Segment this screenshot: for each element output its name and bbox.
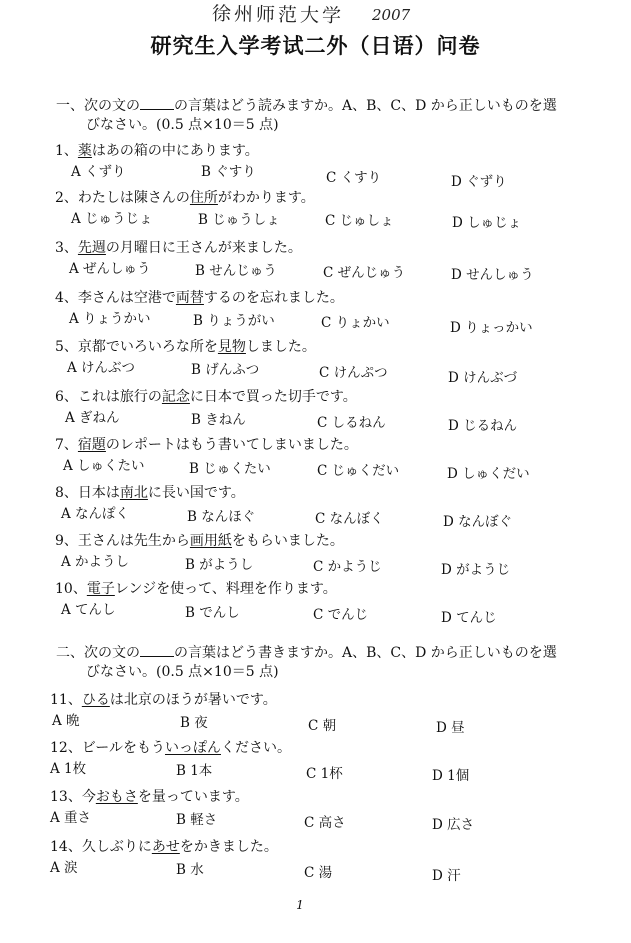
options	[50, 806, 590, 833]
options	[55, 307, 595, 336]
question-2	[55, 187, 595, 231]
options	[55, 356, 595, 386]
stem-underlined: 先週	[77, 240, 106, 256]
option-a: A 重さ	[50, 810, 92, 826]
options	[55, 502, 595, 530]
question-12	[50, 737, 590, 784]
options	[55, 598, 595, 626]
option-b: B なんほぐ	[187, 509, 256, 525]
stem-post: に日本で買った切手です。	[189, 389, 357, 405]
stem-pre: 3、	[55, 240, 78, 256]
option-d: D しゅくだい	[447, 466, 530, 482]
question-stem	[50, 786, 590, 806]
option-d: D じるねん	[448, 418, 518, 434]
stem-underlined: あせ	[151, 839, 180, 855]
question-3	[55, 237, 595, 283]
stem-pre: 5、京都でいろいろな所を	[55, 339, 218, 355]
question-9	[55, 530, 595, 578]
option-c: C なんぼく	[315, 511, 384, 527]
question-stem	[50, 836, 590, 856]
options	[50, 709, 590, 736]
option-a: A てんし	[61, 602, 116, 618]
question-stem	[55, 482, 595, 502]
question-stem	[50, 689, 590, 709]
stem-post: の月曜日に王さんが来ました。	[105, 240, 302, 256]
stem-underlined: 電子	[86, 581, 115, 597]
question-7	[55, 434, 595, 482]
question-stem	[55, 578, 595, 598]
stem-post: のレポートはもう書いてしまいました。	[105, 437, 358, 453]
stem-pre: 6、これは旅行の	[55, 389, 162, 405]
option-a: A くずり	[71, 164, 126, 180]
option-a: A 1枚	[50, 761, 87, 777]
option-d: D がようじ	[441, 562, 511, 578]
option-b: B げんふつ	[191, 362, 260, 378]
stem-underlined: ひる	[81, 692, 110, 708]
options	[55, 406, 595, 434]
option-b: B がようし	[185, 557, 254, 573]
option-b: B じゅくたい	[189, 461, 271, 477]
option-a: A りょうかい	[69, 311, 151, 327]
section-2-line2: びなさい。(0.5 点×10＝5 点)	[86, 664, 279, 680]
stem-post: に長い国です。	[147, 485, 245, 501]
option-c: C 高さ	[304, 815, 346, 831]
option-b: B りょうがい	[193, 313, 275, 329]
option-a: A 晩	[52, 713, 80, 729]
stem-underlined: 薬	[77, 143, 92, 159]
option-c: C ぜんじゅう	[323, 265, 406, 281]
options	[55, 160, 595, 190]
option-b: B せんじゅう	[195, 263, 277, 279]
stem-underlined: 記念	[161, 389, 190, 405]
stem-post: しました。	[245, 339, 316, 355]
stem-post: はあの箱の中にあります。	[91, 143, 259, 159]
stem-underlined: おもさ	[95, 789, 138, 805]
stem-underlined: 両替	[175, 290, 204, 306]
option-d: D 広さ	[432, 817, 475, 833]
option-d: D なんぼぐ	[443, 514, 513, 530]
stem-pre: 8、日本は	[55, 485, 120, 501]
question-11	[50, 689, 590, 736]
option-d: D 1個	[432, 768, 470, 784]
option-b: B ぐすり	[201, 164, 256, 180]
option-c: C しるねん	[317, 415, 386, 431]
section-1-line1-post: の言葉はどう読みますか。A、B、C、D から正しいものを選	[174, 98, 557, 114]
question-13	[50, 786, 590, 833]
option-a: A 涙	[50, 860, 78, 876]
stem-post: をかきました。	[179, 839, 278, 855]
question-stem	[55, 287, 595, 307]
question-stem	[55, 386, 595, 406]
question-4	[55, 287, 595, 336]
stem-underlined: 住所	[189, 190, 218, 206]
handwritten-university-name: 徐州师范大学	[211, 2, 345, 28]
handwritten-year: 2007	[372, 6, 411, 24]
question-stem	[55, 434, 595, 454]
option-c: C じゅしょ	[325, 213, 394, 229]
stem-pre: 2、わたしは陳さんの	[55, 190, 190, 206]
stem-underlined: 宿題	[77, 437, 106, 453]
option-b: B 夜	[180, 715, 208, 731]
option-d: D 昼	[436, 720, 465, 736]
stem-post: は北京のほうが暑いです。	[109, 692, 277, 708]
section-1-line1-pre: 一、次の文の	[56, 98, 140, 114]
option-b: B 1本	[176, 763, 213, 779]
option-d: D ぐずり	[451, 174, 507, 190]
option-c: C くすり	[326, 170, 382, 186]
stem-pre: 14、久しぶりに	[50, 839, 152, 855]
option-a: A ぎねん	[65, 410, 120, 426]
option-a: A じゅうじょ	[71, 211, 153, 227]
question-stem	[55, 140, 595, 160]
options	[55, 257, 595, 283]
stem-pre: 11、	[50, 692, 82, 708]
exam-title: 研究生入学考试二外（日语）问卷	[150, 34, 481, 58]
stem-underlined: いっぽん	[164, 740, 221, 756]
option-d: D てんじ	[441, 610, 497, 626]
question-1	[55, 140, 595, 190]
question-6	[55, 386, 595, 434]
option-d: D りょっかい	[450, 320, 533, 336]
options	[50, 856, 590, 884]
stem-pre: 4、李さんは空港で	[55, 290, 176, 306]
option-c: C でんじ	[313, 607, 369, 623]
option-b: B でんし	[185, 605, 240, 621]
option-c: C じゅくだい	[317, 463, 400, 479]
blank-line	[140, 643, 174, 657]
option-a: A かようし	[61, 554, 130, 570]
stem-pre: 10、	[55, 581, 87, 597]
option-c: C 1杯	[306, 766, 343, 782]
question-stem	[55, 530, 595, 550]
question-14	[50, 836, 590, 884]
section-2-instructions	[56, 643, 596, 682]
section-2-line1-post: の言葉はどう書きますか。A、B、C、D から正しいものを選	[174, 645, 557, 661]
stem-post: を量っています。	[137, 789, 249, 805]
stem-underlined: 画用紙	[189, 533, 232, 549]
option-b: B じゅうしょ	[198, 212, 280, 228]
stem-pre: 1、	[55, 143, 78, 159]
blank-line	[140, 96, 174, 110]
question-stem	[55, 336, 595, 356]
option-b: B 軽さ	[176, 812, 218, 828]
options	[55, 550, 595, 578]
stem-pre: 12、ビールをもう	[50, 740, 165, 756]
option-c: C かようじ	[313, 559, 382, 575]
option-d: D 汗	[432, 868, 461, 884]
option-a: A なんぽく	[61, 506, 130, 522]
stem-pre: 7、	[55, 437, 78, 453]
stem-post: をもらいました。	[231, 533, 344, 549]
question-10	[55, 578, 595, 626]
option-d: D しゅじょ	[452, 215, 522, 231]
question-5	[55, 336, 595, 386]
section-1-instructions	[56, 96, 596, 135]
options	[55, 454, 595, 482]
page-number: 1	[296, 898, 304, 912]
stem-post: するのを忘れました。	[203, 290, 344, 306]
option-a: A けんぶつ	[67, 360, 136, 376]
stem-pre: 13、今	[50, 789, 96, 805]
option-c: C りょかい	[321, 315, 390, 331]
option-b: B きねん	[191, 412, 246, 428]
options	[55, 207, 595, 231]
stem-post: ください。	[220, 740, 291, 756]
option-c: C 朝	[308, 718, 337, 734]
question-8	[55, 482, 595, 530]
option-a: A ぜんしゅう	[69, 261, 151, 277]
stem-pre: 9、王さんは先生から	[55, 533, 190, 549]
section-2-line1-pre: 二、次の文の	[56, 645, 140, 661]
option-b: B 水	[176, 862, 204, 878]
option-c: C 湯	[304, 865, 333, 881]
option-c: C けんぷつ	[319, 365, 388, 381]
section-1-line2: びなさい。(0.5 点×10＝5 点)	[86, 117, 279, 133]
stem-underlined: 見物	[217, 339, 246, 355]
stem-underlined: 南北	[119, 485, 148, 501]
option-d: D せんしゅう	[451, 267, 534, 283]
options	[50, 757, 590, 784]
question-stem	[50, 737, 590, 757]
question-stem	[55, 237, 595, 257]
option-d: D けんぶづ	[448, 370, 518, 386]
question-stem	[55, 187, 595, 207]
stem-post: がわかります。	[217, 190, 315, 206]
option-a: A しゅくたい	[63, 458, 145, 474]
stem-post: レンジを使って、料理を作ります。	[114, 581, 337, 597]
